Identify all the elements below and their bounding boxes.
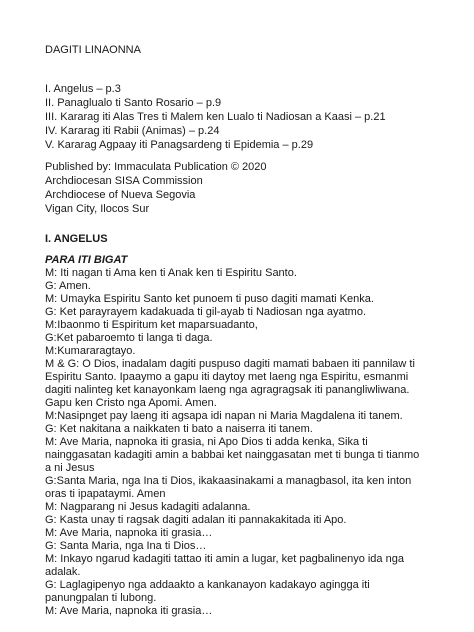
prayer-line: G: Laglagipenyo nga addaakto a kankanayon kadakayo agingga iti	[45, 579, 370, 591]
toc-title: DAGITI LINAONNA	[45, 44, 141, 56]
toc-item: II. Panaglualo ti Santo Rosario – p.9	[45, 97, 222, 109]
toc-item: I. Angelus – p.3	[45, 83, 121, 95]
prayer-line: M: Inkayo ngarud kadagiti tattao iti amin a lugar, ket pagbalinenyo ida nga	[45, 553, 404, 565]
prayer-line: G: Ket nakitana a naikkaten ti bato a naiserra iti tanem.	[45, 423, 313, 435]
prayer-line: Gapu ken Cristo nga Apomi. Amen.	[45, 397, 217, 409]
prayer-line: G: Santa Maria, nga Ina ti Dios…	[45, 540, 207, 552]
prayer-line: M:Ibaonmo ti Espiritum ket maparsuadanto,	[45, 319, 258, 331]
prayer-line: a ni Jesus	[45, 462, 95, 474]
prayer-line: dagiti nalinteg ket kanayonkam laeng nga agragragsak iti panangliwliwana.	[45, 384, 410, 396]
prayer-line: G: Amen.	[45, 280, 91, 292]
prayer-line: M: Nagparang ni Jesus kadagiti adalanna.	[45, 501, 251, 513]
prayer-line: oras ti ipapataymi. Amen	[45, 488, 166, 500]
prayer-line: G:Santa Maria, nga Ina ti Dios, ikakaasinakami a managbasol, ita ken inton	[45, 475, 412, 487]
prayer-line: G: Ket parayrayem kadakuada ti gil-ayab ti Nadiosan nga ayatmo.	[45, 306, 367, 318]
publisher-line: Archdiocesan SISA Commission	[45, 175, 203, 187]
prayer-line: M: Umayka Espiritu Santo ket punoem ti puso dagiti mamati Kenka.	[45, 293, 374, 305]
publisher-line: Vigan City, Ilocos Sur	[45, 203, 150, 215]
prayer-line: G:Ket pabaroemto ti langa ti daga.	[45, 332, 213, 344]
prayer-line: M: Ave Maria, napnoka iti grasia, ni Apo Dios ti adda kenka, Sika ti	[45, 436, 368, 448]
publisher-line: Published by: Immaculata Publication © 2020	[45, 161, 267, 173]
prayer-line: G: Kasta unay ti ragsak dagiti adalan iti pannakakitada iti Apo.	[45, 514, 347, 526]
prayer-line: M & G: O Dios, inadalam dagiti puspuso dagiti mamati babaen iti pannilaw ti	[45, 358, 415, 370]
toc-item: IV. Kararag iti Rabii (Animas) – p.24	[45, 125, 220, 137]
prayer-line: adalak.	[45, 566, 81, 578]
section-subheading: PARA ITI BIGAT	[45, 254, 128, 266]
section-heading: I. ANGELUS	[45, 233, 108, 245]
publisher-line: Archdiocese of Nueva Segovia	[45, 189, 196, 201]
toc-item: III. Kararag iti Alas Tres ti Malem ken Lualo ti Nadiosan a Kaasi – p.21	[45, 111, 386, 123]
toc-item: V. Kararag Agpaay iti Panagsardeng ti Epidemia – p.29	[45, 139, 314, 151]
prayer-line: Espiritu Santo. Ipaaymo a gapu iti daytoy met laeng nga Espiritu, esmanmi	[45, 371, 409, 383]
prayer-line: M:Kumararagtayo.	[45, 345, 136, 357]
prayer-line: panungpalan ti lubong.	[45, 592, 157, 604]
prayer-line: M:Nasipnget pay laeng iti agsapa idi napan ni Maria Magdalena iti tanem.	[45, 410, 403, 422]
prayer-line: M: Iti nagan ti Ama ken ti Anak ken ti Espiritu Santo.	[45, 267, 297, 279]
prayer-line: M: Ave Maria, napnoka iti grasia…	[45, 605, 213, 617]
prayer-line: M: Ave Maria, napnoka iti grasia…	[45, 527, 213, 539]
prayer-line: nainggasatan kadagiti amin a babbai ket nainggasatan met ti bunga ti tianmo	[45, 449, 420, 461]
